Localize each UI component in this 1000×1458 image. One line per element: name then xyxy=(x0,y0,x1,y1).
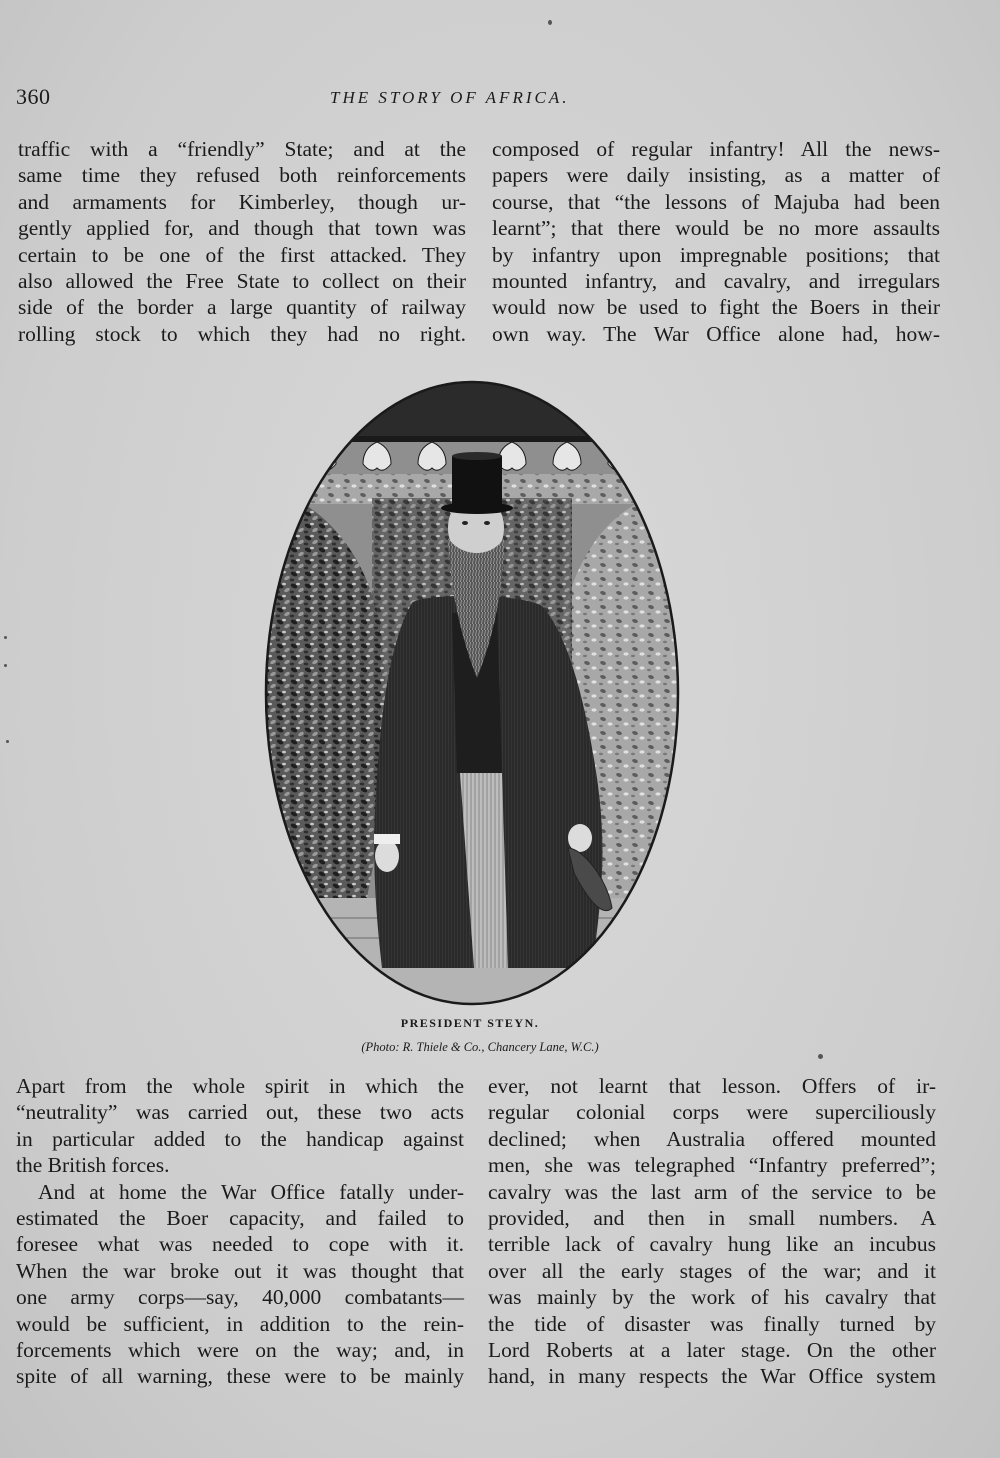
text-line: also allowed the Free State to collect on their xyxy=(18,268,466,293)
text-line: mounted infantry, and cavalry, and irregulars xyxy=(492,268,940,293)
print-speck xyxy=(6,740,9,743)
text-line: learnt”; that there would be no more assaults xyxy=(492,216,940,241)
print-speck xyxy=(4,636,7,639)
text-line: gently applied for, and though that town was xyxy=(18,216,466,241)
text-line: one army corps—say, 40,000 combatants— xyxy=(16,1285,464,1310)
text-line: over all the early stages of the war; and it xyxy=(488,1258,936,1283)
print-speck xyxy=(548,20,552,25)
text-line: hand, in many respects the War Office system xyxy=(488,1364,936,1389)
column-top-left xyxy=(18,136,466,347)
text-line: When the war broke out it was thought that xyxy=(16,1258,464,1283)
text-line: and armaments for Kimberley, though ur- xyxy=(18,189,466,214)
text-line: would be sufficient, in addition to the rein- xyxy=(16,1311,464,1336)
text-line: in particular added to the handicap against xyxy=(16,1126,464,1151)
text-line: by infantry upon impregnable positions; that xyxy=(492,242,940,267)
text-line: rolling stock to which they had no right. xyxy=(18,321,466,346)
text-line: cavalry was the last arm of the service to be xyxy=(488,1179,936,1204)
text-line: “neutrality” was carried out, these two acts xyxy=(16,1100,464,1125)
text-line: course, that “the lessons of Majuba had been xyxy=(492,189,940,214)
running-title: THE STORY OF AFRICA. xyxy=(330,88,570,107)
text-line: declined; when Australia offered mounted xyxy=(488,1126,936,1151)
text-line: foresee what was needed to cope with it. xyxy=(16,1232,464,1257)
text-line: the British forces. xyxy=(16,1153,170,1178)
text-line: would now be used to fight the Boers in their xyxy=(492,295,940,320)
column-top-right xyxy=(492,136,940,347)
text-line: ever, not learnt that lesson. Offers of ir- xyxy=(488,1074,936,1098)
text-line: same time they refused both reinforcements xyxy=(18,163,466,188)
text-line: Apart from the whole spirit in which the xyxy=(16,1074,464,1098)
text-line: forcements which were on the way; and, in xyxy=(16,1337,464,1362)
text-line: estimated the Boer capacity, and failed to xyxy=(16,1205,464,1230)
text-line: the tide of disaster was finally turned by xyxy=(488,1311,936,1336)
page-number: 360 xyxy=(16,84,51,109)
column-bottom-right xyxy=(488,1073,936,1390)
text-line: terrible lack of cavalry hung like an incubus xyxy=(488,1232,936,1257)
column-bottom-left xyxy=(16,1073,464,1390)
text-line: papers were daily insisting, as a matter of xyxy=(492,163,940,188)
text-line: composed of regular infantry! All the news- xyxy=(492,137,940,161)
text-line: traffic with a “friendly” State; and at the xyxy=(18,137,466,161)
print-speck xyxy=(818,1054,823,1059)
text-line: provided, and then in small numbers. A xyxy=(488,1205,936,1230)
portrait-engraving xyxy=(262,378,682,1008)
text-line: was mainly by the work of his cavalry that xyxy=(488,1285,936,1310)
photo-credit: (Photo: R. Thiele & Co., Chancery Lane, W.C.) xyxy=(361,1040,599,1054)
text-line: Lord Roberts at a later stage. On the other xyxy=(488,1337,936,1362)
text-line: spite of all warning, these were to be mainly xyxy=(16,1364,464,1389)
text-line: own way. The War Office alone had, how- xyxy=(492,321,940,346)
text-line: regular colonial corps were superciliously xyxy=(488,1100,936,1125)
text-line: men, she was telegraphed “Infantry preferred”; xyxy=(488,1153,936,1178)
text-line: side of the border a large quantity of railway xyxy=(18,295,466,320)
figure-caption: PRESIDENT STEYN. xyxy=(400,1016,540,1030)
text-line: And at home the War Office fatally under- xyxy=(38,1179,464,1204)
print-speck xyxy=(4,664,7,667)
text-line: certain to be one of the first attacked. They xyxy=(18,242,466,267)
